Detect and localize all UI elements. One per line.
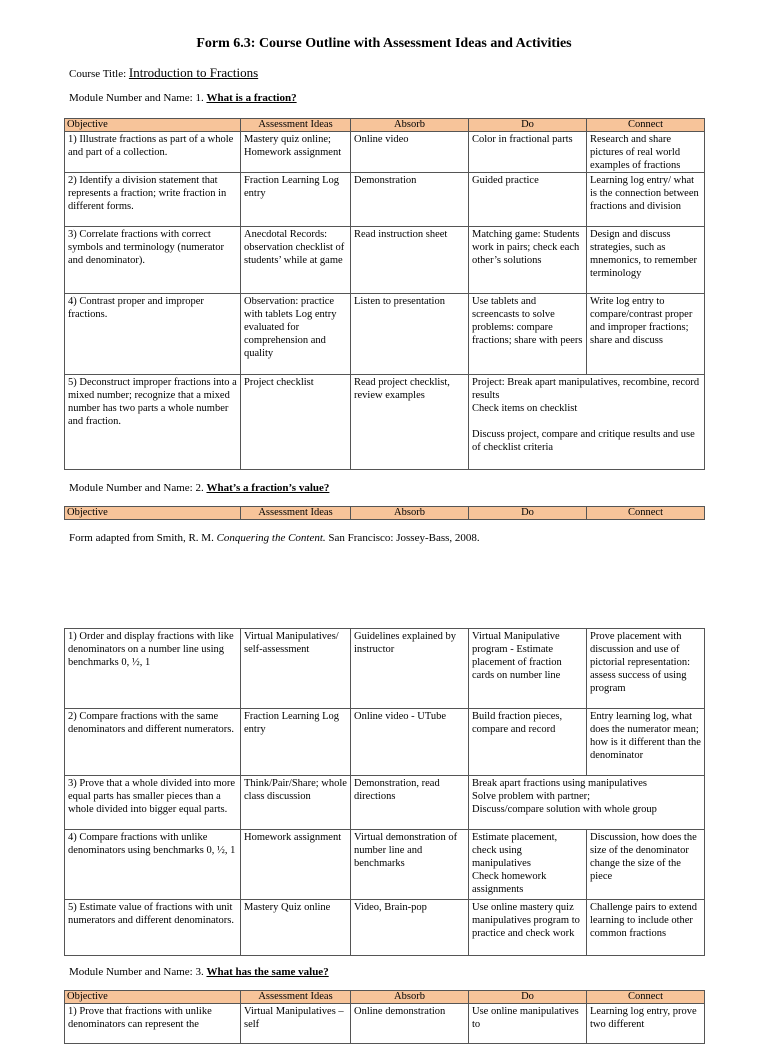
assessment-cell: Project checklist [241, 375, 351, 470]
module-2-table [64, 628, 705, 956]
assessment-cell: Fraction Learning Log entry [241, 709, 351, 776]
table-header-row [65, 507, 705, 520]
connect-cell: Learning log entry, prove two different [587, 1004, 705, 1044]
absorb-cell: Virtual demonstration of number line and benchmarks [351, 830, 469, 900]
assessment-cell: Mastery Quiz online [241, 900, 351, 956]
course-title-label: Course Title: [69, 68, 127, 80]
objective-cell: 1) Illustrate fractions as part of a whole and part of a collection. [65, 132, 241, 173]
header-objective: Objective [65, 119, 241, 132]
table-header-row [65, 119, 705, 132]
table-row [65, 132, 705, 173]
connect-cell: Research and share pictures of real world examples of fractions [587, 132, 705, 173]
header-do: Do [469, 119, 587, 132]
absorb-cell: Read instruction sheet [351, 227, 469, 294]
table-row [65, 830, 705, 900]
do-cell: Guided practice [469, 173, 587, 227]
do-cell: Matching game: Students work in pairs; check each other’s solutions [469, 227, 587, 294]
objective-cell: 2) Identify a division statement that represents a fraction; write fraction in different forms. [65, 173, 241, 227]
connect-cell: Write log entry to compare/contrast proper and improper fractions; share and discuss [587, 294, 705, 375]
table-row [65, 173, 705, 227]
absorb-cell: Demonstration, read directions [351, 776, 469, 830]
absorb-cell: Read project checklist, review examples [351, 375, 469, 470]
table-row [65, 294, 705, 375]
do-cell: Build fraction pieces, compare and record [469, 709, 587, 776]
module-number: 1. [195, 92, 204, 104]
do-cell: Virtual Manipulative program - Estimate placement of fraction cards on number line [469, 629, 587, 709]
objective-cell: 2) Compare fractions with the same denominators and different numerators. [65, 709, 241, 776]
header-absorb: Absorb [351, 119, 469, 132]
table-row [65, 900, 705, 956]
assessment-cell: Fraction Learning Log entry [241, 173, 351, 227]
header-assessment: Assessment Ideas [241, 991, 351, 1004]
header-objective: Objective [65, 507, 241, 520]
module-2-header-table [64, 506, 705, 520]
module-3-table [64, 990, 705, 1044]
module-name: What’s a fraction’s value? [206, 482, 330, 494]
do-cell: Estimate placement, check using manipulatives Check homework assignments [469, 830, 587, 900]
connect-cell: Entry learning log, what does the numerator mean; how is it different than the denominator [587, 709, 705, 776]
objective-cell: 3) Prove that a whole divided into more equal parts has smaller pieces than a whole divided into bigger equal parts. [65, 776, 241, 830]
course-title-line [69, 65, 258, 81]
do-cell: Use online manipulatives to [469, 1004, 587, 1044]
absorb-cell: Listen to presentation [351, 294, 469, 375]
table-row [65, 629, 705, 709]
absorb-cell: Video, Brain-pop [351, 900, 469, 956]
assessment-cell: Virtual Manipulatives/ self-assessment [241, 629, 351, 709]
connect-cell: Learning log entry/ what is the connection between fractions and division [587, 173, 705, 227]
module-name: What is a fraction? [206, 92, 297, 104]
header-assessment: Assessment Ideas [241, 119, 351, 132]
assessment-cell: Observation: practice with tablets Log entry evaluated for comprehension and quality [241, 294, 351, 375]
module-1-table [64, 118, 705, 470]
module-1-heading [69, 92, 297, 104]
page-title: Form 6.3: Course Outline with Assessment Ideas and Activities [196, 36, 572, 51]
header-absorb: Absorb [351, 507, 469, 520]
objective-cell: 1) Prove that fractions with unlike denominators can represent the [65, 1004, 241, 1044]
table-row [65, 776, 705, 830]
module-3-heading [69, 966, 329, 978]
assessment-cell: Virtual Manipulatives – self [241, 1004, 351, 1044]
do-connect-cell: Break apart fractions using manipulatives Solve problem with partner; Discuss/compare solution with whole group [469, 776, 705, 830]
table-header-row [65, 991, 705, 1004]
connect-cell: Challenge pairs to extend learning to include other common fractions [587, 900, 705, 956]
module-number: 3. [195, 966, 204, 978]
absorb-cell: Online video [351, 132, 469, 173]
objective-cell: 5) Deconstruct improper fractions into a mixed number; recognize that a mixed number has two parts a whole number and fraction. [65, 375, 241, 470]
module-label: Module Number and Name: [69, 966, 193, 978]
assessment-cell: Think/Pair/Share; whole class discussion [241, 776, 351, 830]
module-label: Module Number and Name: [69, 92, 193, 104]
header-objective: Objective [65, 991, 241, 1004]
module-name: What has the same value? [206, 966, 329, 978]
form-credit [69, 532, 480, 544]
credit-prefix: Form adapted from Smith, R. M. [69, 532, 214, 544]
course-title-value: Introduction to Fractions [128, 65, 259, 80]
assessment-cell: Mastery quiz online; Homework assignment [241, 132, 351, 173]
header-assessment: Assessment Ideas [241, 507, 351, 520]
do-connect-cell: Project: Break apart manipulatives, recombine, record results Check items on checklist Discuss project, compare and critique results and use of checklist criteria [469, 375, 705, 470]
table-row [65, 375, 705, 470]
objective-cell: 4) Compare fractions with unlike denominators using benchmarks 0, ½, 1 [65, 830, 241, 900]
module-label: Module Number and Name: [69, 482, 193, 494]
objective-cell: 5) Estimate value of fractions with unit numerators and different denominators. [65, 900, 241, 956]
do-cell: Use tablets and screencasts to solve problems: compare fractions; share with peers [469, 294, 587, 375]
absorb-cell: Demonstration [351, 173, 469, 227]
objective-cell: 3) Correlate fractions with correct symbols and terminology (numerator and denominator). [65, 227, 241, 294]
absorb-cell: Online video - UTube [351, 709, 469, 776]
table-row [65, 709, 705, 776]
header-do: Do [469, 991, 587, 1004]
header-do: Do [469, 507, 587, 520]
absorb-cell: Online demonstration [351, 1004, 469, 1044]
connect-cell: Discussion, how does the size of the denominator change the size of the piece [587, 830, 705, 900]
absorb-cell: Guidelines explained by instructor [351, 629, 469, 709]
module-2-heading [69, 482, 329, 494]
table-row [65, 227, 705, 294]
header-absorb: Absorb [351, 991, 469, 1004]
connect-cell: Prove placement with discussion and use of pictorial representation: assess success of using program [587, 629, 705, 709]
connect-cell: Design and discuss strategies, such as mnemonics, to remember terminology [587, 227, 705, 294]
assessment-cell: Homework assignment [241, 830, 351, 900]
header-connect: Connect [587, 507, 705, 520]
assessment-cell: Anecdotal Records: observation checklist of students’ while at game [241, 227, 351, 294]
credit-book-title: Conquering the Content. [216, 532, 326, 544]
header-connect: Connect [587, 119, 705, 132]
credit-publisher: San Francisco: Jossey-Bass, 2008. [328, 532, 480, 544]
module-number: 2. [195, 482, 204, 494]
do-cell: Color in fractional parts [469, 132, 587, 173]
header-connect: Connect [587, 991, 705, 1004]
objective-cell: 4) Contrast proper and improper fractions. [65, 294, 241, 375]
objective-cell: 1) Order and display fractions with like denominators on a number line using benchmarks 0, ½, 1 [65, 629, 241, 709]
do-cell: Use online mastery quiz manipulatives program to practice and check work [469, 900, 587, 956]
